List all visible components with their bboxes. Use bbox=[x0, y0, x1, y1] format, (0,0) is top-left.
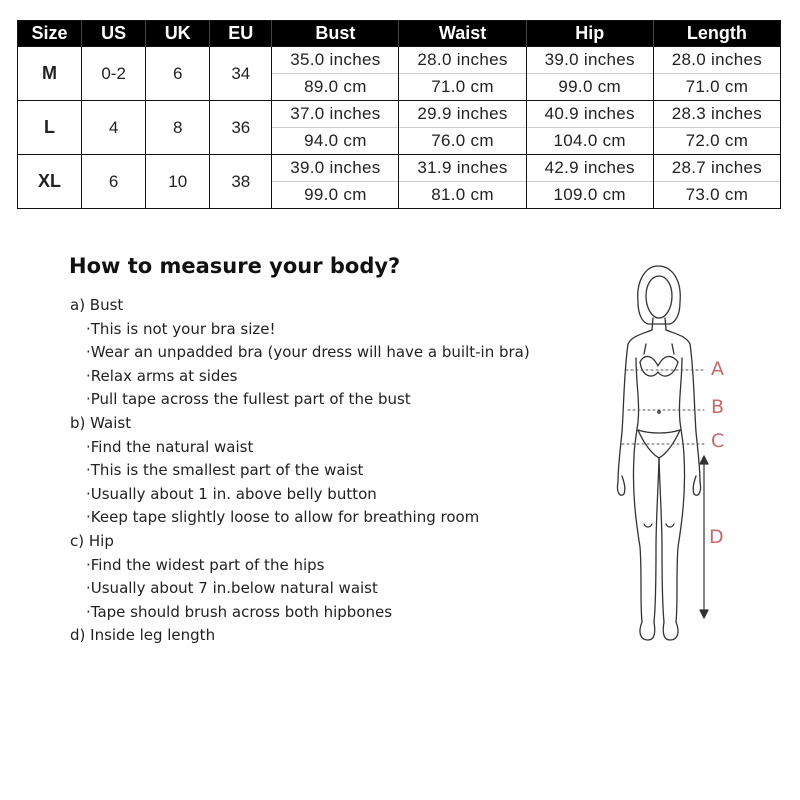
section-heading-waist: b) Waist bbox=[70, 413, 132, 432]
length-cm: 71.0 cm bbox=[685, 77, 749, 96]
hip-cm: 109.0 cm bbox=[553, 185, 626, 204]
hip-cm: 104.0 cm bbox=[553, 131, 626, 150]
guide-step: ·Keep tape slightly loose to allow for breathing room bbox=[86, 508, 480, 527]
length-inches: 28.0 inches bbox=[654, 47, 780, 74]
eu-cell: 38 bbox=[210, 155, 272, 209]
bust-cell bbox=[272, 47, 399, 101]
bust-inches: 39.0 inches bbox=[272, 155, 398, 182]
label-c-hip: C bbox=[711, 430, 725, 452]
waist-inches: 29.9 inches bbox=[399, 101, 525, 128]
eu-cell: 36 bbox=[210, 101, 272, 155]
us-cell: 6 bbox=[82, 155, 146, 209]
waist-cm: 76.0 cm bbox=[431, 131, 494, 150]
hip-cm: 99.0 cm bbox=[558, 77, 621, 96]
section-heading-leg-length: d) Inside leg length bbox=[70, 626, 216, 645]
hip-cell bbox=[526, 47, 653, 101]
uk-cell: 10 bbox=[146, 155, 210, 209]
table-row bbox=[18, 155, 781, 209]
header-length: Length bbox=[653, 21, 780, 47]
length-cell bbox=[653, 155, 780, 209]
guide-instructions bbox=[70, 294, 590, 648]
guide-step: ·Find the widest part of the hips bbox=[86, 555, 325, 574]
guide-step: ·Usually about 7 in.below natural waist bbox=[86, 579, 378, 598]
size-cell: M bbox=[18, 47, 82, 101]
table-row bbox=[18, 47, 781, 101]
guide-step: ·Tape should brush across both hipbones bbox=[86, 602, 393, 621]
bust-cell bbox=[272, 155, 399, 209]
uk-cell: 8 bbox=[146, 101, 210, 155]
waist-inches: 28.0 inches bbox=[399, 47, 525, 74]
length-cell bbox=[653, 101, 780, 155]
hip-cell bbox=[526, 101, 653, 155]
hip-inches: 42.9 inches bbox=[527, 155, 653, 182]
header-eu: EU bbox=[210, 21, 272, 47]
header-size: Size bbox=[18, 21, 82, 47]
hip-cell bbox=[526, 155, 653, 209]
label-b-waist: B bbox=[711, 396, 725, 418]
length-inches: 28.7 inches bbox=[654, 155, 780, 182]
guide-step: ·Find the natural waist bbox=[86, 437, 254, 456]
waist-cell bbox=[399, 101, 526, 155]
body-measurement-figure bbox=[600, 262, 760, 652]
waist-cm: 71.0 cm bbox=[431, 77, 494, 96]
bust-cm: 94.0 cm bbox=[304, 131, 367, 150]
guide-step: ·Relax arms at sides bbox=[86, 366, 238, 385]
waist-cell bbox=[399, 155, 526, 209]
length-inches: 28.3 inches bbox=[654, 101, 780, 128]
bust-inches: 37.0 inches bbox=[272, 101, 398, 128]
label-a-bust: A bbox=[711, 358, 724, 380]
bust-inches: 35.0 inches bbox=[272, 47, 398, 74]
guide-step: ·Pull tape across the fullest part of the bust bbox=[86, 390, 411, 409]
header-us: US bbox=[82, 21, 146, 47]
section-heading-hip: c) Hip bbox=[70, 531, 114, 550]
guide-title: How to measure your body? bbox=[69, 254, 401, 278]
eu-cell: 34 bbox=[210, 47, 272, 101]
guide-step: ·This is the smallest part of the waist bbox=[86, 461, 364, 480]
waist-inches: 31.9 inches bbox=[399, 155, 525, 182]
body-outline-illustration bbox=[600, 262, 760, 652]
us-cell: 4 bbox=[82, 101, 146, 155]
hip-inches: 40.9 inches bbox=[527, 101, 653, 128]
uk-cell: 6 bbox=[146, 47, 210, 101]
length-cm: 73.0 cm bbox=[685, 185, 749, 204]
length-cell bbox=[653, 47, 780, 101]
section-heading-bust: a) Bust bbox=[70, 296, 124, 314]
size-cell: XL bbox=[18, 155, 82, 209]
guide-step: ·This is not your bra size! bbox=[86, 319, 276, 338]
hip-inches: 39.0 inches bbox=[527, 47, 653, 74]
length-cm: 72.0 cm bbox=[685, 131, 749, 150]
waist-cm: 81.0 cm bbox=[431, 185, 494, 204]
label-d-leg-length: D bbox=[709, 526, 724, 548]
header-bust: Bust bbox=[272, 21, 399, 47]
table-row bbox=[18, 101, 781, 155]
guide-step: ·Usually about 1 in. above belly button bbox=[86, 484, 377, 503]
header-waist: Waist bbox=[399, 21, 526, 47]
bust-cm: 89.0 cm bbox=[304, 77, 367, 96]
guide-step: ·Wear an unpadded bra (your dress will have a built-in bra) bbox=[86, 343, 530, 362]
bust-cell bbox=[272, 101, 399, 155]
size-cell: L bbox=[18, 101, 82, 155]
bust-cm: 99.0 cm bbox=[304, 185, 367, 204]
waist-cell bbox=[399, 47, 526, 101]
size-chart-table bbox=[17, 20, 781, 209]
header-hip: Hip bbox=[526, 21, 653, 47]
table-header-row bbox=[18, 21, 781, 47]
us-cell: 0-2 bbox=[82, 47, 146, 101]
header-uk: UK bbox=[146, 21, 210, 47]
